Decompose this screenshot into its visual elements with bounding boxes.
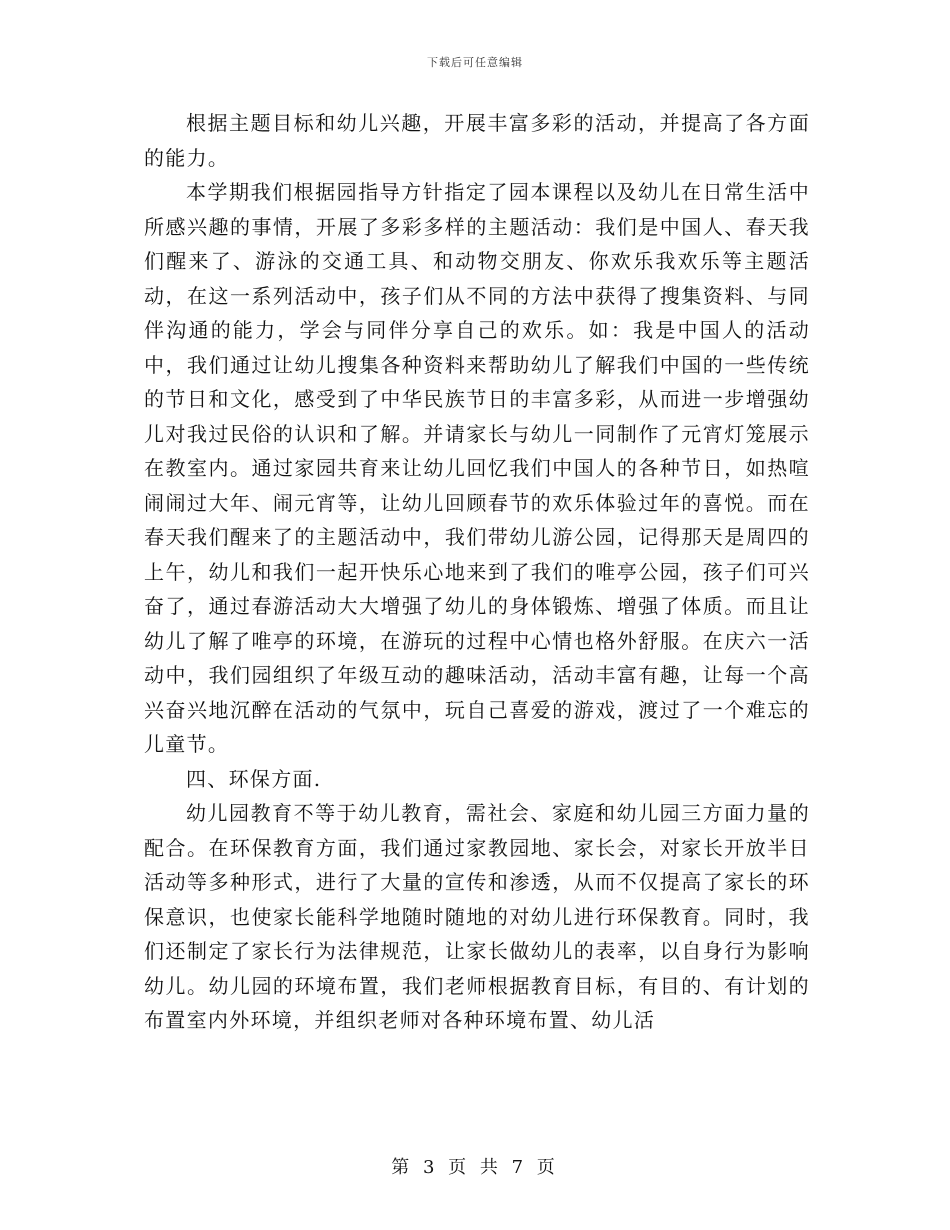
page-header: 下载后可任意编辑 xyxy=(427,56,523,69)
paragraph-1: 根据主题目标和幼儿兴趣，开展丰富多彩的活动，并提高了各方面的能力。 xyxy=(144,111,810,170)
document-body xyxy=(144,106,810,1038)
paragraph-2: 本学期我们根据园指导方针指定了园本课程以及幼儿在日常生活中所感兴趣的事情，开展了多彩多样的主题活动：我们是中国人、春天我们醒来了、游泳的交通工具、和动物交朋友、你欢乐我欢乐等主题活动，在这一系列活动中，孩子们从不同的方法中获得了搜集资料、与同伴沟通的能力，学会与同伴分享自己的欢乐。如：我是中国人的活动中，我们通过让幼儿搜集各种资料来帮助幼儿了解我们中国的一些传统的节日和文化，感受到了中华民族节日的丰富多彩，从而进一步增强幼儿对我过民俗的认识和了解。并请家长与幼儿一同制作了元宵灯笼展示在教室内。通过家园共育来让幼儿回忆我们中国人的各种节日，如热喧闹闹过大年、闹元宵等，让幼儿回顾春节的欢乐体验过年的喜悦。而在春天我们醒来了的主题活动中，我们带幼儿游公园，记得那天是周四的上午，幼儿和我们一起开快乐心地来到了我们的唯亭公园，孩子们可兴奋了，通过春游活动大大增强了幼儿的身体锻炼、增强了体质。而且让幼儿了解了唯亭的环境，在游玩的过程中心情也格外舒服。在庆六一活动中，我们园组织了年级互动的趣味活动，活动丰富有趣，让每一个高兴奋兴地沉醉在活动的气氛中，玩自己喜爱的游戏，渡过了一个难忘的儿童节。 xyxy=(144,180,810,756)
page-footer: 第 3 页 共 7 页 xyxy=(391,1157,559,1178)
paragraph-3: 幼儿园教育不等于幼儿教育，需社会、家庭和幼儿园三方面力量的配合。在环保教育方面，我们通过家教园地、家长会，对家长开放半日活动等多种形式，进行了大量的宣传和渗透，从而不仅提高了家长的环保意识，也使家长能科学地随时随地的对幼儿进行环保教育。同时，我们还制定了家长行为法律规范，让家长做幼儿的表率，以自身行为影响幼儿。幼儿园的环境布置，我们老师根据教育目标，有目的、有计划的布置室内外环境，并组织老师对各种环境布置、幼儿活 xyxy=(144,801,810,1032)
section-heading: 四、环保方面. xyxy=(186,766,322,791)
